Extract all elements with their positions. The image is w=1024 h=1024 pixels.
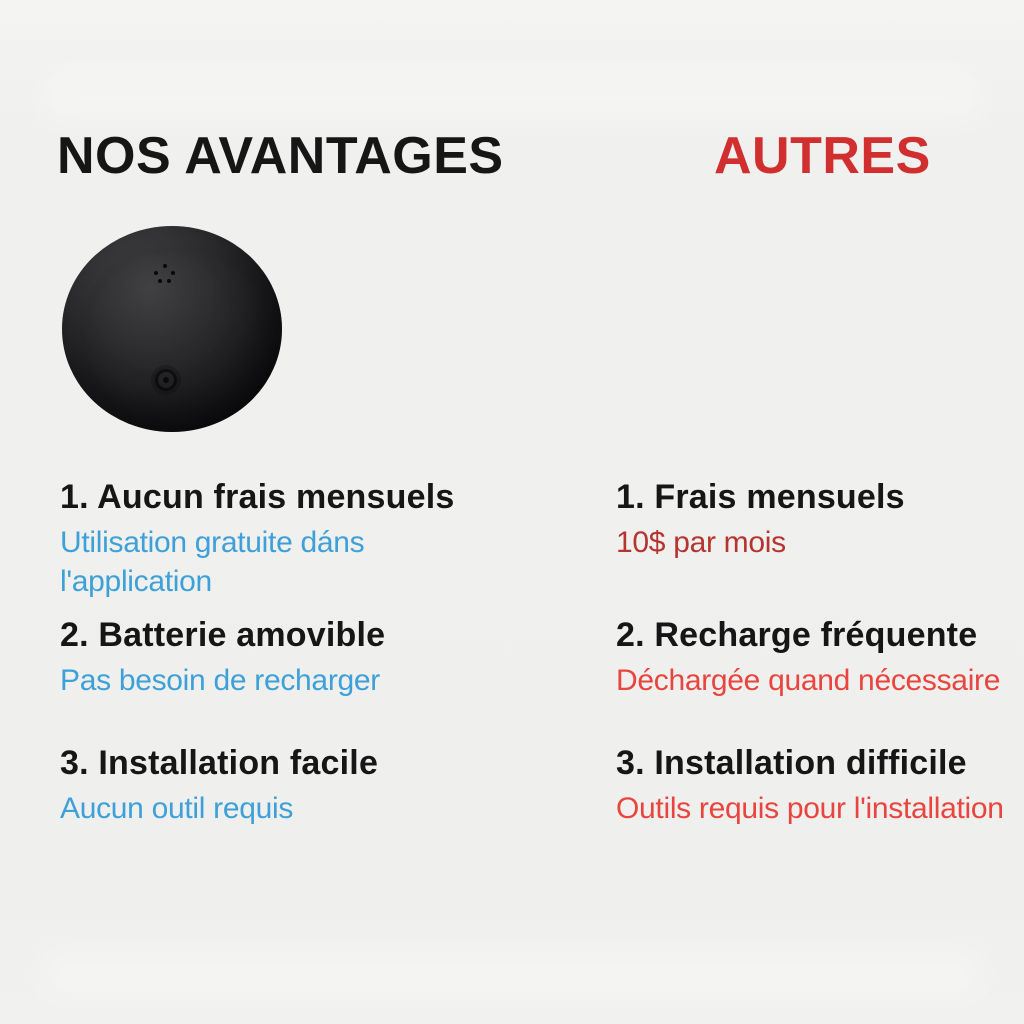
advantage-item-2	[60, 615, 520, 700]
device-button-icon	[155, 369, 177, 391]
item-heading: 2. Recharge fréquente	[616, 616, 978, 654]
item-heading: 1. Frais mensuels	[616, 478, 905, 516]
others-item-2	[616, 615, 1024, 700]
advantage-item-1	[60, 477, 520, 602]
item-heading: 3. Installation difficile	[616, 744, 967, 782]
others-item-1	[616, 477, 1024, 562]
item-subtitle: Utilisation gratuite dáns l'application	[60, 525, 365, 599]
others-item-3	[616, 743, 1024, 828]
item-subtitle: Aucun outil requis	[60, 791, 294, 825]
faint-artifact-top	[40, 70, 984, 125]
others-column-title: AUTRES	[714, 127, 931, 185]
item-heading: 1. Aucun frais mensuels	[60, 478, 455, 516]
item-subtitle: Pas besoin de recharger	[60, 663, 380, 697]
faint-artifact-bottom	[40, 945, 984, 1000]
tracker-device-photo	[62, 226, 282, 432]
item-subtitle: 10$ par mois	[616, 525, 786, 559]
advantages-column-title: NOS AVANTAGES	[57, 127, 504, 185]
item-heading: 3. Installation facile	[60, 744, 379, 782]
advantage-item-3	[60, 743, 520, 828]
speaker-holes-icon	[154, 264, 176, 286]
item-heading: 2. Batterie amovible	[60, 616, 386, 654]
item-subtitle: Outils requis pour l'installation	[616, 791, 1004, 825]
item-subtitle: Déchargée quand nécessaire	[616, 663, 1001, 697]
